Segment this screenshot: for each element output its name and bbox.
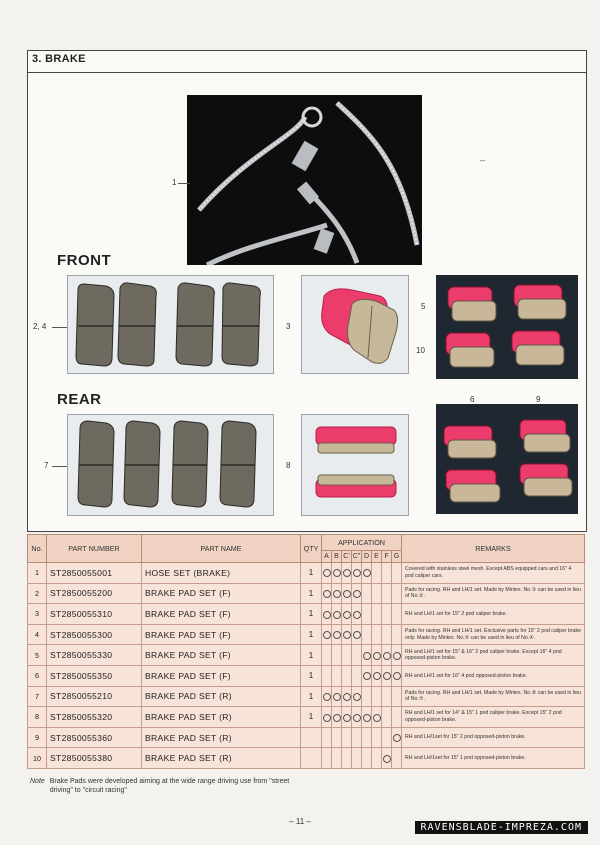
row-number: 2 (28, 583, 47, 604)
application-cell-E (372, 604, 382, 625)
callout-pad-5: 5 (421, 302, 426, 311)
application-cell-C' (342, 686, 352, 707)
table-row (28, 563, 585, 584)
applicable-circle-icon (353, 631, 361, 639)
col-header-application: APPLICATION (322, 535, 402, 551)
col-header-app-2: C' (342, 551, 352, 563)
application-cell-E (372, 563, 382, 584)
row-number: 5 (28, 645, 47, 666)
application-cell-A (322, 727, 332, 748)
application-cell-B (332, 583, 342, 604)
leader-line (178, 183, 190, 184)
pad-sets-6-9-photo (436, 404, 578, 514)
application-cell-C" (352, 624, 362, 645)
application-cell-C' (342, 665, 352, 686)
applicable-circle-icon (343, 569, 351, 577)
table-row (28, 748, 585, 769)
part-number: ST2850055350 (47, 665, 142, 686)
row-number: 4 (28, 624, 47, 645)
application-cell-F (382, 583, 392, 604)
remarks: RH and LH/1 set for 15" 2 pod caliper brake. (402, 604, 585, 625)
application-cell-E (372, 748, 382, 769)
quantity: 1 (301, 645, 322, 666)
applicable-circle-icon (363, 672, 371, 680)
application-cell-B (332, 707, 342, 728)
application-cell-B (332, 563, 342, 584)
applicable-circle-icon (333, 569, 341, 577)
application-cell-B (332, 748, 342, 769)
quantity: 1 (301, 665, 322, 686)
row-number: 1 (28, 563, 47, 584)
dash-mark: – (480, 155, 486, 165)
application-cell-C" (352, 707, 362, 728)
note (30, 777, 290, 795)
remarks: RH and LH/1 set for 15" & 16" 2 pod caliper brake. Except 16" 4 pod opposed-piston brake. (402, 645, 585, 666)
col-header-part-number: PART NUMBER (47, 535, 142, 563)
part-name: BRAKE PAD SET (R) (142, 727, 301, 748)
application-cell-G (392, 727, 402, 748)
application-cell-D (362, 563, 372, 584)
remarks: RH and LH/1 set for 14" & 15" 1 pod caliper brake. Except 15" 2 pod opposed-piston brake. (402, 707, 585, 728)
applicable-circle-icon (333, 611, 341, 619)
brake-hose-photo (187, 95, 422, 265)
application-cell-F (382, 645, 392, 666)
part-name: BRAKE PAD SET (F) (142, 645, 301, 666)
application-cell-G (392, 645, 402, 666)
applicable-circle-icon (363, 714, 371, 722)
col-header-part-name: PART NAME (142, 535, 301, 563)
applicable-circle-icon (343, 631, 351, 639)
application-cell-C" (352, 748, 362, 769)
application-cell-C' (342, 727, 352, 748)
col-header-app-1: B (332, 551, 342, 563)
applicable-circle-icon (323, 569, 331, 577)
application-cell-A (322, 563, 332, 584)
application-cell-G (392, 665, 402, 686)
leader-line (52, 327, 67, 328)
quantity (301, 748, 322, 769)
part-number: ST2850055210 (47, 686, 142, 707)
table-row (28, 645, 585, 666)
table-row (28, 686, 585, 707)
application-cell-D (362, 748, 372, 769)
quantity: 1 (301, 604, 322, 625)
part-name: BRAKE PAD SET (F) (142, 624, 301, 645)
remarks: Pads for racing. RH and LH/1 set. Exclusive parts for 15" 2 pod caliper brake only. Made by Mintex. No.⑤ can be used in lieu of No.④. (402, 624, 585, 645)
applicable-circle-icon (333, 631, 341, 639)
application-cell-C" (352, 727, 362, 748)
applicable-circle-icon (333, 590, 341, 598)
pad-sets-5-10-photo (436, 275, 578, 379)
row-number: 10 (28, 748, 47, 769)
table-row (28, 583, 585, 604)
application-cell-G (392, 604, 402, 625)
applicable-circle-icon (383, 652, 391, 660)
application-cell-A (322, 604, 332, 625)
application-cell-F (382, 748, 392, 769)
application-cell-E (372, 727, 382, 748)
application-cell-B (332, 727, 342, 748)
applicable-circle-icon (363, 652, 371, 660)
part-number: ST2850055310 (47, 604, 142, 625)
application-cell-F (382, 665, 392, 686)
application-cell-F (382, 707, 392, 728)
application-cell-B (332, 686, 342, 707)
applicable-circle-icon (393, 672, 401, 680)
col-header-app-0: A (322, 551, 332, 563)
application-cell-B (332, 645, 342, 666)
parts-table (27, 534, 585, 769)
application-cell-C" (352, 604, 362, 625)
table-row (28, 624, 585, 645)
quantity: 1 (301, 583, 322, 604)
quantity: 1 (301, 686, 322, 707)
application-cell-C" (352, 583, 362, 604)
part-number: ST2850055300 (47, 624, 142, 645)
application-cell-B (332, 624, 342, 645)
row-number: 7 (28, 686, 47, 707)
applicable-circle-icon (323, 590, 331, 598)
applicable-circle-icon (373, 714, 381, 722)
note-text: Brake Pads were developed aiming at the wide range driving use from "street driving" to "circuit racing" (49, 778, 290, 795)
application-cell-A (322, 748, 332, 769)
col-header-no: No. (28, 535, 47, 563)
row-number: 8 (28, 707, 47, 728)
quantity: 1 (301, 563, 322, 584)
callout-pad-9: 9 (536, 395, 541, 404)
application-cell-A (322, 707, 332, 728)
application-cell-F (382, 727, 392, 748)
application-cell-C' (342, 707, 352, 728)
applicable-circle-icon (323, 611, 331, 619)
application-cell-E (372, 624, 382, 645)
application-cell-D (362, 645, 372, 666)
part-number: ST2850055360 (47, 727, 142, 748)
application-cell-B (332, 604, 342, 625)
application-cell-D (362, 727, 372, 748)
table-row (28, 604, 585, 625)
application-cell-A (322, 583, 332, 604)
remarks: Pads for racing. RH and LH/1 set. Made by Mintex. No.③ can be used in lieu of No.②. (402, 583, 585, 604)
application-cell-F (382, 624, 392, 645)
application-cell-A (322, 624, 332, 645)
part-number: ST2850055001 (47, 563, 142, 584)
part-number: ST2850055200 (47, 583, 142, 604)
callout-pad-6: 6 (470, 395, 475, 404)
rear-racing-pads-photo (67, 414, 274, 516)
col-header-app-7: G (392, 551, 402, 563)
application-cell-D (362, 604, 372, 625)
application-cell-D (362, 583, 372, 604)
quantity: 1 (301, 624, 322, 645)
table-row (28, 727, 585, 748)
remarks: RH and LH/1 set for 16" 4 pod opposed-piston brake. (402, 665, 585, 686)
front-heading: FRONT (57, 252, 112, 269)
col-header-qty: QTY (301, 535, 322, 563)
part-name: BRAKE PAD SET (R) (142, 707, 301, 728)
part-name: HOSE SET (BRAKE) (142, 563, 301, 584)
applicable-circle-icon (383, 755, 391, 763)
table-row (28, 707, 585, 728)
application-cell-G (392, 563, 402, 584)
part-name: BRAKE PAD SET (F) (142, 583, 301, 604)
application-cell-F (382, 604, 392, 625)
application-cell-D (362, 707, 372, 728)
remarks: RH and LH/1set for 15" 1 pod opposed-piston brake. (402, 748, 585, 769)
applicable-circle-icon (323, 631, 331, 639)
col-header-remarks: REMARKS (402, 535, 585, 563)
remarks: Covered with stainless steel mesh. Except ABS equipped cars and 16" 4 pod caliper cars. (402, 563, 585, 584)
applicable-circle-icon (393, 734, 401, 742)
callout-hose: 1 (172, 178, 177, 187)
application-cell-C' (342, 624, 352, 645)
remarks: RH and LH/1set for 15" 2 pod opposed-piston brake. (402, 727, 585, 748)
leader-line (52, 466, 67, 467)
application-cell-C" (352, 645, 362, 666)
row-number: 6 (28, 665, 47, 686)
application-cell-C" (352, 665, 362, 686)
applicable-circle-icon (333, 693, 341, 701)
application-cell-C' (342, 583, 352, 604)
part-name: BRAKE PAD SET (F) (142, 665, 301, 686)
application-cell-D (362, 624, 372, 645)
application-cell-D (362, 665, 372, 686)
applicable-circle-icon (373, 652, 381, 660)
applicable-circle-icon (323, 693, 331, 701)
col-header-app-6: F (382, 551, 392, 563)
application-cell-A (322, 686, 332, 707)
callout-pad-10: 10 (416, 346, 425, 355)
application-cell-C" (352, 686, 362, 707)
applicable-circle-icon (323, 714, 331, 722)
applicable-circle-icon (343, 693, 351, 701)
application-cell-A (322, 665, 332, 686)
applicable-circle-icon (373, 672, 381, 680)
application-cell-F (382, 563, 392, 584)
application-cell-G (392, 686, 402, 707)
application-cell-C' (342, 604, 352, 625)
callout-pad-8: 8 (286, 461, 291, 470)
application-cell-E (372, 645, 382, 666)
application-cell-C" (352, 563, 362, 584)
applicable-circle-icon (393, 652, 401, 660)
row-number: 3 (28, 604, 47, 625)
callout-pad-3: 3 (286, 322, 291, 331)
col-header-app-3: C" (352, 551, 362, 563)
application-cell-E (372, 686, 382, 707)
application-cell-G (392, 707, 402, 728)
part-name: BRAKE PAD SET (F) (142, 604, 301, 625)
applicable-circle-icon (353, 590, 361, 598)
pad-set-3-photo (301, 275, 409, 374)
application-cell-A (322, 645, 332, 666)
application-cell-G (392, 583, 402, 604)
application-cell-E (372, 583, 382, 604)
applicable-circle-icon (353, 714, 361, 722)
rear-heading: REAR (57, 391, 102, 408)
application-cell-B (332, 665, 342, 686)
title-divider (27, 72, 587, 73)
col-header-app-5: E (372, 551, 382, 563)
callout-rear-pads: 7 (44, 461, 49, 470)
part-name: BRAKE PAD SET (R) (142, 748, 301, 769)
application-cell-C' (342, 748, 352, 769)
applicable-circle-icon (363, 569, 371, 577)
note-label: Note (30, 778, 45, 785)
watermark: RAVENSBLADE-IMPREZA.COM (415, 821, 588, 834)
quantity (301, 727, 322, 748)
part-number: ST2850055380 (47, 748, 142, 769)
application-cell-G (392, 748, 402, 769)
pad-set-8-photo (301, 414, 409, 516)
row-number: 9 (28, 727, 47, 748)
section-title: 3. BRAKE (32, 53, 86, 65)
application-cell-G (392, 624, 402, 645)
application-cell-C' (342, 563, 352, 584)
applicable-circle-icon (353, 693, 361, 701)
application-cell-F (382, 686, 392, 707)
page-number: – 11 – (289, 817, 311, 826)
application-cell-E (372, 665, 382, 686)
part-number: ST2850055320 (47, 707, 142, 728)
applicable-circle-icon (383, 672, 391, 680)
applicable-circle-icon (353, 569, 361, 577)
quantity: 1 (301, 707, 322, 728)
application-cell-C' (342, 645, 352, 666)
applicable-circle-icon (343, 714, 351, 722)
remarks: Pads for racing. RH and LH/1 set. Made by Mintex. No.⑧ can be used in lieu of No.⑦. (402, 686, 585, 707)
applicable-circle-icon (343, 611, 351, 619)
front-racing-pads-photo (67, 275, 274, 374)
applicable-circle-icon (343, 590, 351, 598)
part-number: ST2850055330 (47, 645, 142, 666)
col-header-app-4: D (362, 551, 372, 563)
application-cell-D (362, 686, 372, 707)
callout-front-pads: 2, 4 (33, 322, 47, 331)
application-cell-E (372, 707, 382, 728)
table-row (28, 665, 585, 686)
part-name: BRAKE PAD SET (R) (142, 686, 301, 707)
applicable-circle-icon (353, 611, 361, 619)
applicable-circle-icon (333, 714, 341, 722)
